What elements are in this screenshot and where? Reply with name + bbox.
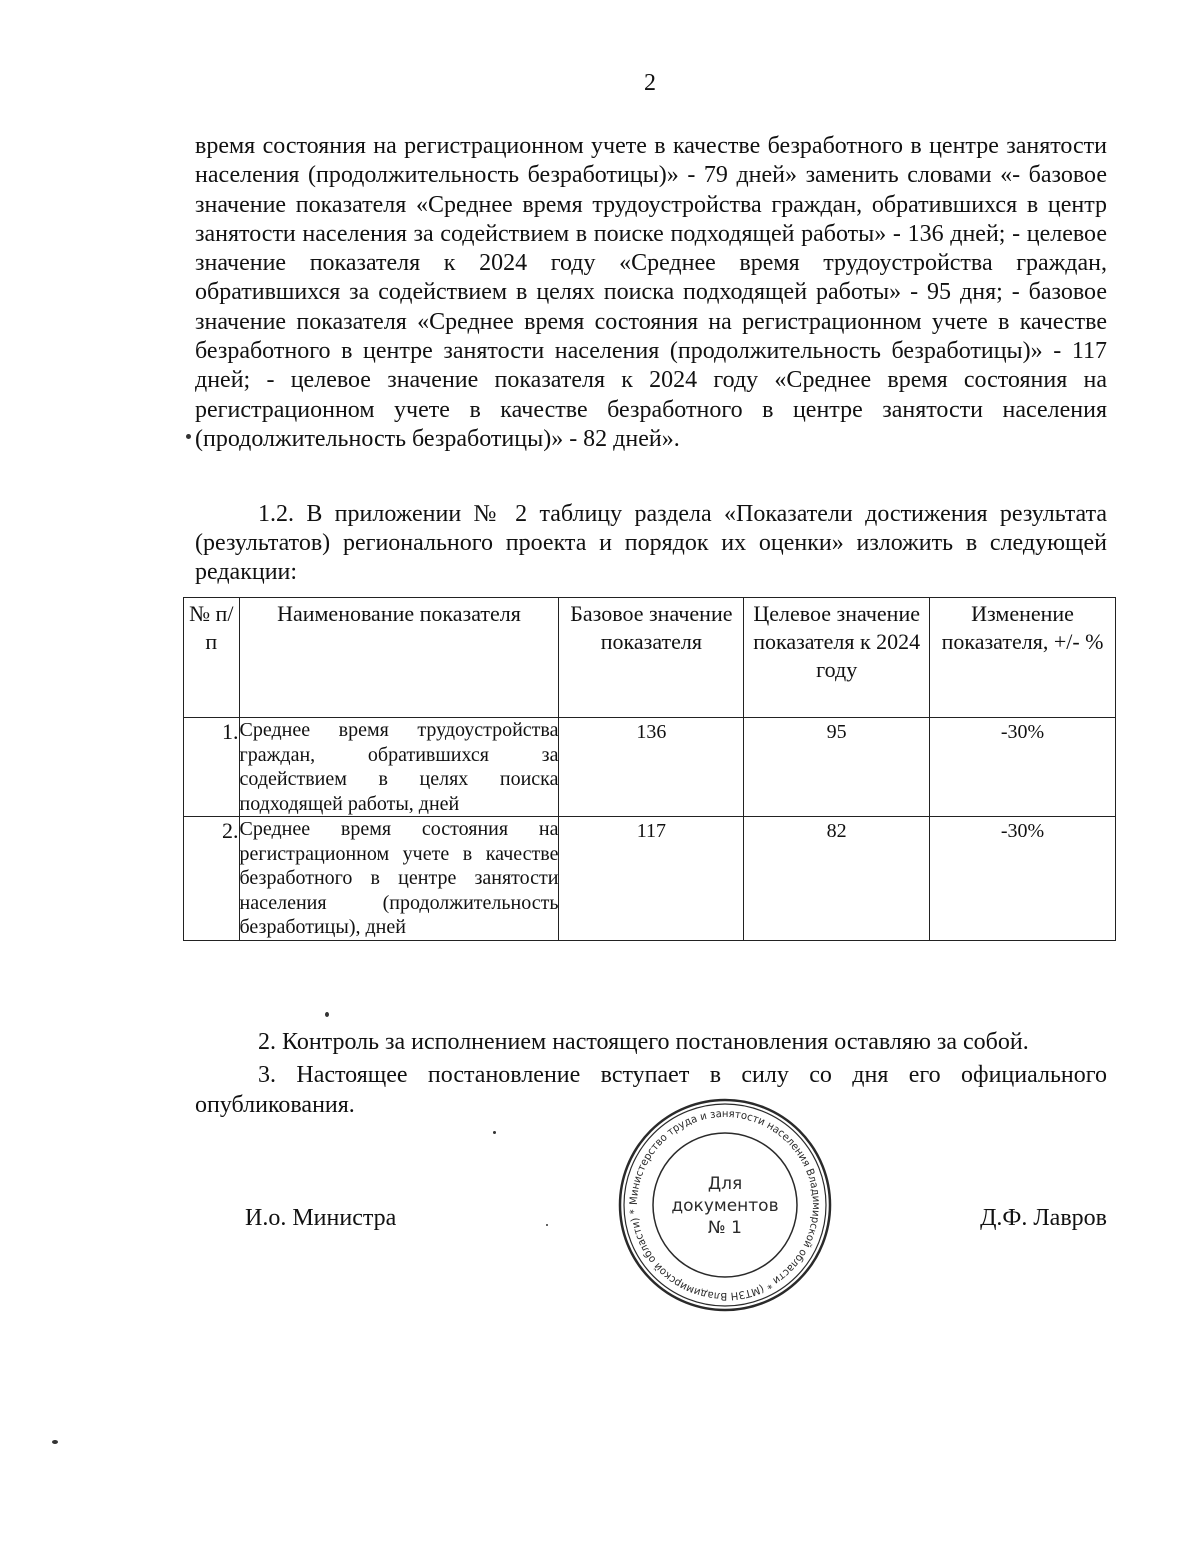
signatory-name: Д.Ф. Лавров	[980, 1205, 1107, 1231]
page-number: 2	[644, 70, 656, 96]
stamp-center-line-1: Для	[707, 1174, 743, 1194]
scan-speck	[493, 1131, 496, 1134]
row-number: 2.	[184, 817, 240, 941]
row-target-value: 95	[744, 718, 930, 817]
header-base-value: Базовое значение показателя	[559, 598, 744, 718]
row-number: 1.	[184, 718, 240, 817]
table-row	[184, 817, 1116, 941]
paragraph-control: 2. Контроль за исполнением настоящего постановления оставляю за собой.	[258, 1029, 1029, 1055]
stamp-center-line-3: № 1	[708, 1218, 742, 1238]
indicators-table	[183, 597, 1116, 941]
stamp-ring-text: Министерство труда и занятости населения Владимирской области * (МТЗН Владимирской области) *	[627, 1107, 823, 1303]
header-target-value: Целевое значение показателя к 2024 году	[744, 598, 930, 718]
table-header-row	[184, 598, 1116, 718]
stamp-center-line-2: документов	[671, 1196, 779, 1216]
header-number: № п/п	[184, 598, 240, 718]
scan-speck	[52, 1440, 58, 1444]
paragraph-1-2: 1.2. В приложении № 2 таблицу раздела «Показатели достижения результата (результатов) регионального проекта и порядок их оценки» изложить в следующей редакции:	[195, 501, 1107, 585]
row-base-value: 136	[559, 718, 744, 817]
row-indicator-name: Среднее время состояния на регистрационном учете в качестве безработного в центре занятости населения (продолжительность безработицы), дней	[239, 818, 559, 938]
paragraph-amendment-text: время состояния на регистрационном учете в качестве безработного в центре занятости населения (продолжительность безработицы)» - 79 дней» заменить словами «- базовое значение показателя «Среднее время трудоустройства граждан, обратившихся в центр занятости населения за содействием в поиске подходящей работы» - 136 дней; - целевое значение показателя к 2024 году «Среднее время трудоустройства граждан, обратившихся за содействием в целях поиска подходящей работы» - 95 дня; - базовое значение показателя «Среднее время состояния на регистрационном учете в качестве безработного в центре занятости населения (продолжительность безработицы)» - 117 дней; - целевое значение показателя к 2024 году «Среднее время состояния на регистрационном учете в качестве безработного в центре занятости населения (продолжительность безработицы)» - 82 дней».	[195, 133, 1107, 452]
signatory-title: И.о. Министра	[245, 1205, 397, 1231]
row-indicator-name: Среднее время трудоустройства граждан, обратившихся за содействием в целях поиска подходящей работы, дней	[239, 719, 559, 815]
official-stamp	[617, 1097, 833, 1313]
scan-speck	[186, 434, 191, 439]
scan-speck	[546, 1224, 548, 1226]
header-name: Наименование показателя	[239, 598, 559, 718]
row-target-value: 82	[744, 817, 930, 941]
scan-speck	[325, 1012, 329, 1017]
header-change: Изменение показателя, +/- %	[930, 598, 1116, 718]
paragraph-effective-date: 3. Настоящее постановление вступает в силу со дня его официального опубликования.	[195, 1062, 1107, 1118]
table-row	[184, 718, 1116, 817]
row-change-value: -30%	[930, 817, 1116, 941]
row-base-value: 117	[559, 817, 744, 941]
row-change-value: -30%	[930, 718, 1116, 817]
